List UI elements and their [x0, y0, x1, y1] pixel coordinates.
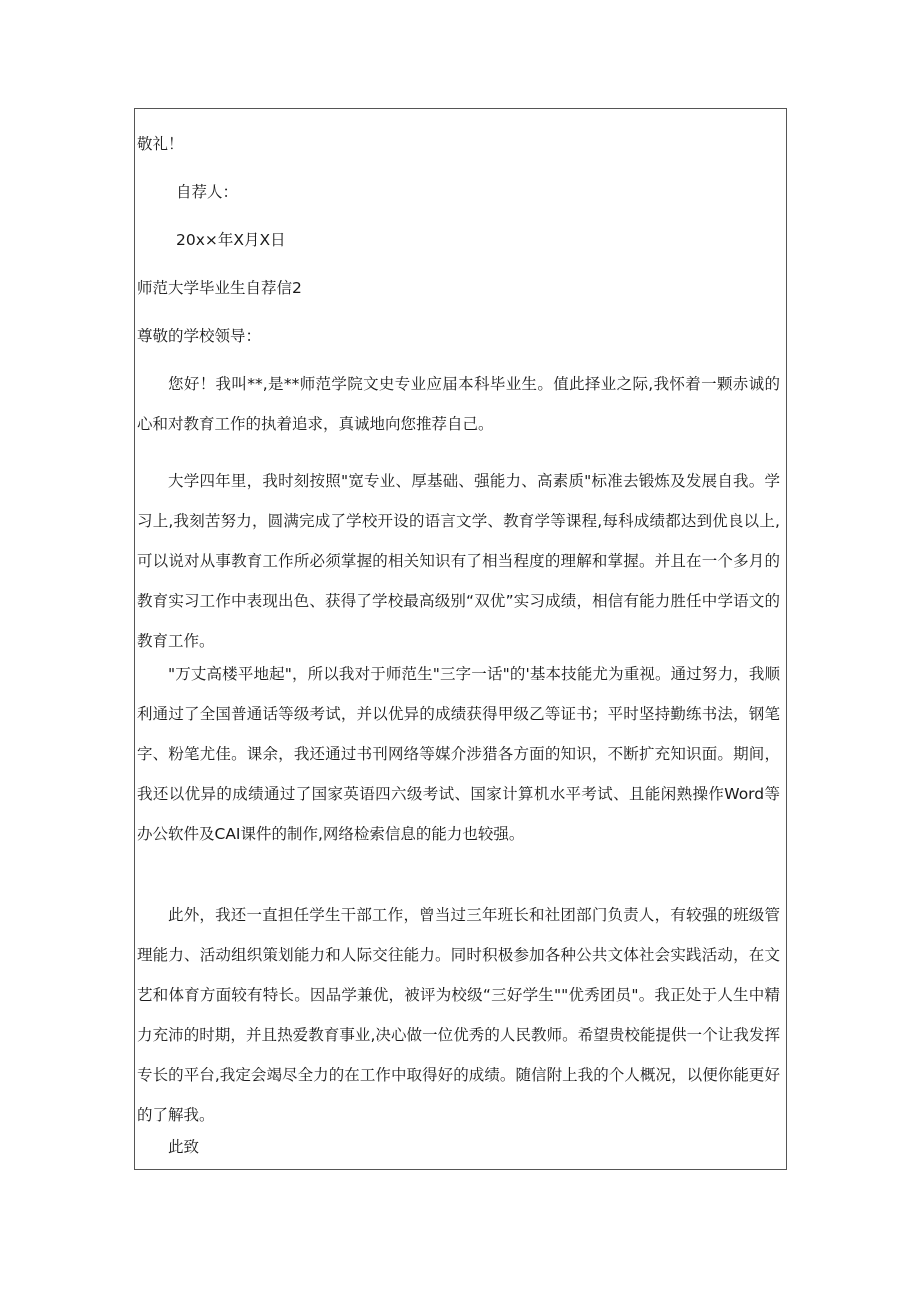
paragraph-intro: 您好！我叫**,是**师范学院文史专业应届本科毕业生。值此择业之际,我怀着一颗赤诚的心和对教育工作的执着追求，真诚地向您推荐自己。 [137, 375, 780, 433]
closing-salute: 敬礼！ [137, 135, 184, 153]
document-page [134, 108, 787, 1170]
letter-date: 20x×年X月X日 [176, 231, 286, 249]
salutation: 尊敬的学校领导： [137, 327, 262, 345]
closing-start: 此致 [168, 1138, 200, 1156]
paragraph-study: 大学四年里，我时刻按照"宽专业、厚基础、强能力、高素质"标准去锻炼及发展自我。学习上,我刻苦努力，圆满完成了学校开设的语言文学、教育学等课程,每科成绩都达到优良以上,可以说对从事教育工作所必须掌握的相关知识有了相当程度的理解和掌握。并且在一个多月的教育实习工作中表现出色、获得了学校最高级别“双优”实习成绩，相信有能力胜任中学语文的教育工作。 [137, 472, 780, 650]
paragraph-skills: "万丈高楼平地起"，所以我对于师范生"三字一话"的'基本技能尤为重视。通过努力，我顺利通过了全国普通话等级考试，并以优异的成绩获得甲级乙等证书；平时坚持勤练书法，钢笔字、粉笔尤佳。课余，我还通过书刊网络等媒介涉猎各方面的知识，不断扩充知识面。期间，我还以优异的成绩通过了国家英语四六级考试、国家计算机水平考试、且能闲熟操作Word等办公软件及CAI课件的制作,网络检索信息的能力也较强。 [137, 665, 780, 843]
signer-label: 自荐人： [176, 183, 239, 201]
letter-title: 师范大学毕业生自荐信2 [137, 279, 302, 297]
paragraph-activities: 此外，我还一直担任学生干部工作，曾当过三年班长和社团部门负责人，有较强的班级管理能力、活动组织策划能力和人际交往能力。同时积极参加各种公共文体社会实践活动，在文艺和体育方面较有特长。因品学兼优，被评为校级“三好学生""优秀团员"。我正处于人生中精力充沛的时期，并且热爱教育事业,决心做一位优秀的人民教师。希望贵校能提供一个让我发挥专长的平台,我定会竭尽全力的在工作中取得好的成绩。随信附上我的个人概况，以便你能更好的了解我。 [137, 906, 780, 1124]
